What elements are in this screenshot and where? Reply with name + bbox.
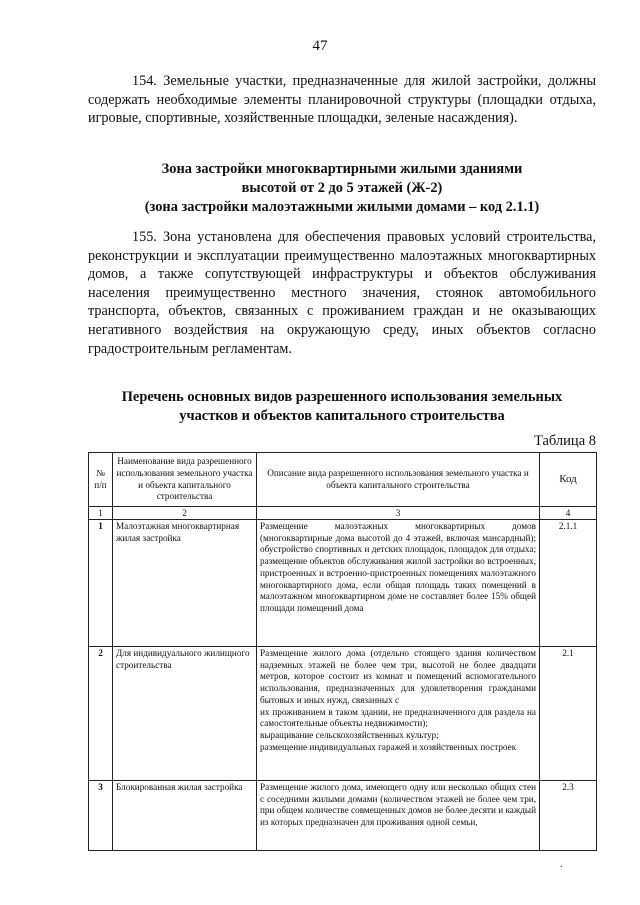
table-header-row [89, 453, 597, 507]
use-description [257, 520, 540, 647]
use-description [257, 781, 540, 851]
paragraph-155: 155. Зона установлена для обеспечения правовых условий строительства, реконструкции и эксплуатации преимущественно малоэтажных многоквартирных домов, а также сопутствующей инфраструктуры и объектов обслуживания населения преимущественно местного значения, стоянок автомобильного транспорта, объектов, связанных с проживанием граждан и не оказывающих негативного воздействия на окружающую среду, иных объектов согласно градостроительным регламентам. [88, 229, 596, 357]
use-code: 2.1.1 [540, 520, 597, 647]
paragraph-154: 154. Земельные участки, предназначенные для жилой застройки, должны содержать необходимые элементы планировочной структуры (площадки отдыха, игровые, спортивные, хозяйственные площадки, зеленые насаждения). [88, 73, 596, 127]
use-description [257, 647, 540, 781]
column-number: 1 [89, 507, 113, 520]
table-caption: Таблица 8 [533, 433, 596, 449]
column-number-row [89, 507, 597, 520]
table-row [89, 781, 597, 851]
use-name: Для индивидуального жилищного строительства [113, 647, 257, 781]
column-number: 4 [540, 507, 597, 520]
header-name: Наименование вида разрешенного использования земельного участка и объекта капитального строительства [113, 453, 257, 507]
zone-heading-line-2: высотой от 2 до 5 этажей (Ж-2) [241, 180, 443, 196]
table-row [89, 647, 597, 781]
row-number: 3 [89, 781, 113, 851]
zone-heading-line-3: (зона застройки малоэтажными жилыми домами – код 2.1.1) [144, 199, 540, 215]
header-num: № п/п [89, 453, 113, 507]
description-line: размещение индивидуальных гаражей и хозяйственных построек [260, 741, 517, 752]
page-number: 47 [312, 38, 328, 54]
row-number: 2 [89, 647, 113, 781]
header-code: Код [540, 453, 597, 507]
permitted-use-table [88, 452, 597, 851]
column-number: 2 [113, 507, 257, 520]
description-line: Размещение жилого дома, имеющего одну или несколько общих стен с соседними жилыми домами (количеством этажей не более чем три, при общем количестве совмещенных домов не более десяти и каждый из которых предназначен для проживания одной семьи, [260, 782, 536, 828]
corner-mark: . [560, 859, 563, 870]
list-heading-line-1: Перечень основных видов разрешенного использования земельных [121, 389, 563, 405]
list-heading [88, 388, 596, 426]
description-line: Размещение малоэтажных многоквартирных домов (многоквартирные дома высотой до 4 этажей, включая мансардный); обустройство спортивных и детских площадок, площадок для отдыха; размещение объектов обслуживания жилой застройки во встроенных, пристроенных и встроенно-пристроенных помещениях малоэтажного многоквартирного дома, если общая площадь таких помещений в малоэтажном многоквартирном доме не составляет более 15% общей площади помещений дома [260, 521, 536, 613]
header-desc: Описание вида разрешенного использования земельного участка и объекта капитального строительства [257, 453, 540, 507]
list-heading-line-2: участков и объектов капитального строительства [179, 408, 505, 424]
use-code: 2.1 [540, 647, 597, 781]
description-line: выращивание сельскохозяйственных культур; [260, 729, 439, 740]
column-number: 3 [257, 507, 540, 520]
use-code: 2.3 [540, 781, 597, 851]
zone-heading [88, 160, 596, 217]
use-name: Малоэтажная многоквартирная жилая застройка [113, 520, 257, 647]
row-number: 1 [89, 520, 113, 647]
description-line: Размещение жилого дома (отдельно стоящего здания количеством надземных этажей не более чем три, высотой не более двадцати метров, которое состоит из комнат и помещений вспомогательного использования, предназначенных для удовлетворения гражданами бытовых и иных нужд, связанных с [260, 648, 536, 705]
use-name: Блокированная жилая застройка [113, 781, 257, 851]
zone-heading-line-1: Зона застройки многоквартирными жилыми зданиями [161, 161, 523, 177]
description-line: их проживанием в таком здании, не предназначенного для раздела на самостоятельные объекты недвижимости); [260, 706, 536, 729]
table-row [89, 520, 597, 647]
